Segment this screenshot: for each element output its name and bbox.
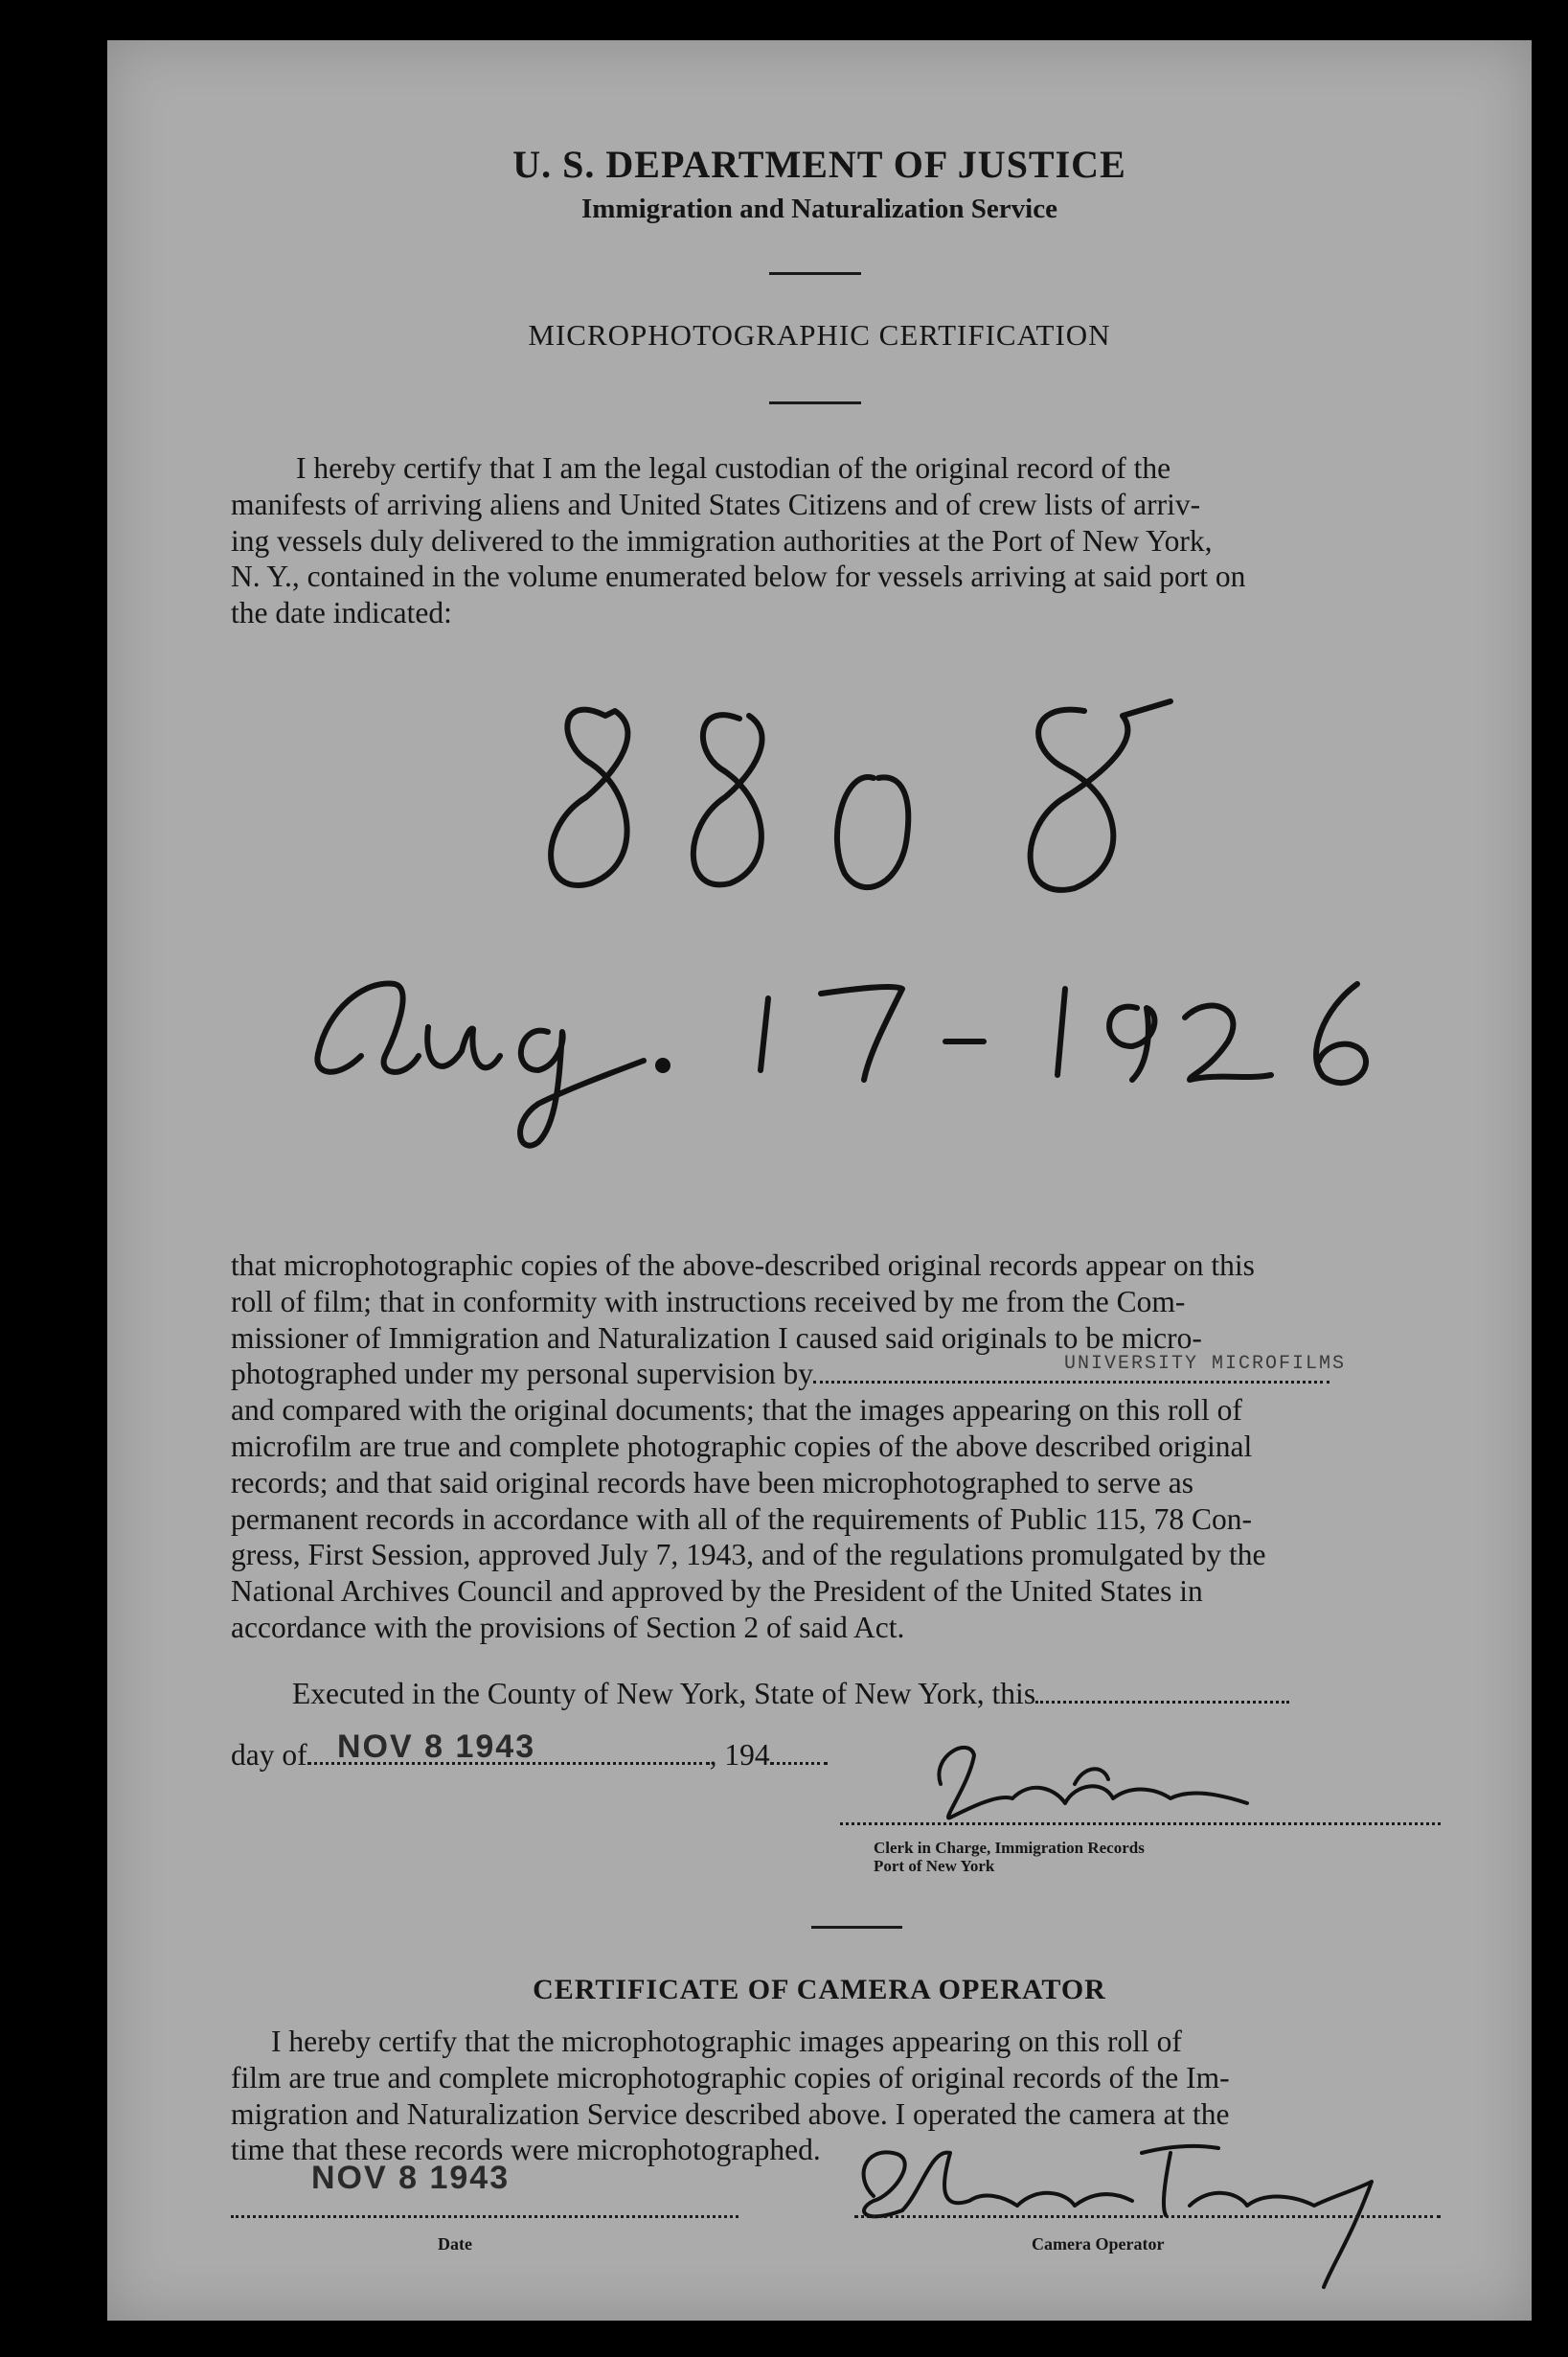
date-stamp: NOV 8 1943 xyxy=(337,1728,536,1765)
intro-line: ing vessels duly delivered to the immigration authorities at the Port of New York, xyxy=(231,523,1213,558)
photographer-stamp: UNIVERSITY MICROFILMS xyxy=(1064,1353,1347,1376)
camera-line: time that these records were microphotographed. xyxy=(231,2133,821,2167)
camera-operator-signature xyxy=(107,40,1532,2321)
camera-operator-label: Camera Operator xyxy=(1032,2234,1165,2254)
certification-title: MICROPHOTOGRAPHIC CERTIFICATION xyxy=(528,318,1111,352)
body-line: permanent records in accordance with all of the requirements of Public 115, 78 Con- xyxy=(231,1501,1252,1536)
body-line: missioner of Immigration and Naturalization I caused said originals to be micro- xyxy=(231,1320,1202,1355)
intro-line: the date indicated: xyxy=(231,596,452,630)
camera-certificate-heading: CERTIFICATE OF CAMERA OPERATOR xyxy=(533,1974,1106,2005)
certificate-page xyxy=(107,40,1532,2321)
camera-line: I hereby certify that the microphotographic images appearing on this roll of xyxy=(271,2025,1182,2058)
intro-line: manifests of arriving aliens and United States Citizens and of crew lists of arriv- xyxy=(231,487,1201,521)
date-label: Date xyxy=(438,2234,472,2254)
body-line: and compared with the original documents; that the images appearing on this roll of xyxy=(231,1393,1242,1428)
executed-line: Executed in the County of New York, State of New York, this xyxy=(292,1677,1289,1711)
body-line: microfilm are true and complete photographic copies of the above described original xyxy=(231,1429,1253,1463)
body-line: gress, First Session, approved July 7, 1943, and of the regulations promulgated by the xyxy=(231,1538,1266,1572)
body-line: records; and that said original records have been microphotographed to serve as xyxy=(231,1465,1194,1499)
clerk-title: Clerk in Charge, Immigration Records Port of New York xyxy=(874,1839,1145,1875)
camera-date-stamp: NOV 8 1943 xyxy=(311,2160,511,2196)
operator-signature-line xyxy=(854,2215,1441,2218)
service-subheading: Immigration and Naturalization Service xyxy=(581,194,1057,224)
intro-line: I hereby certify that I am the legal custodian of the original record of the xyxy=(296,451,1171,485)
body-line: roll of film; that in conformity with instructions received by me from the Com- xyxy=(231,1284,1186,1318)
camera-line: migration and Naturalization Service described above. I operated the camera at the xyxy=(231,2096,1230,2131)
body-line: National Archives Council and approved by the President of the United States in xyxy=(231,1574,1203,1609)
camera-line: film are true and complete microphotographic copies of original records of the Im- xyxy=(231,2060,1230,2094)
day-of-line: day of , 194 xyxy=(231,1738,828,1773)
body-line: that microphotographic copies of the above-described original records appear on this xyxy=(231,1248,1255,1282)
body-line: accordance with the provisions of Section 2 of said Act. xyxy=(231,1610,905,1644)
department-heading: U. S. DEPARTMENT OF JUSTICE xyxy=(512,143,1126,186)
intro-line: N. Y., contained in the volume enumerated below for vessels arriving at said port on xyxy=(231,560,1246,594)
photographed-by-line: photographed under my personal supervision by UNIVERSITY MICROFILMS xyxy=(231,1356,1405,1392)
